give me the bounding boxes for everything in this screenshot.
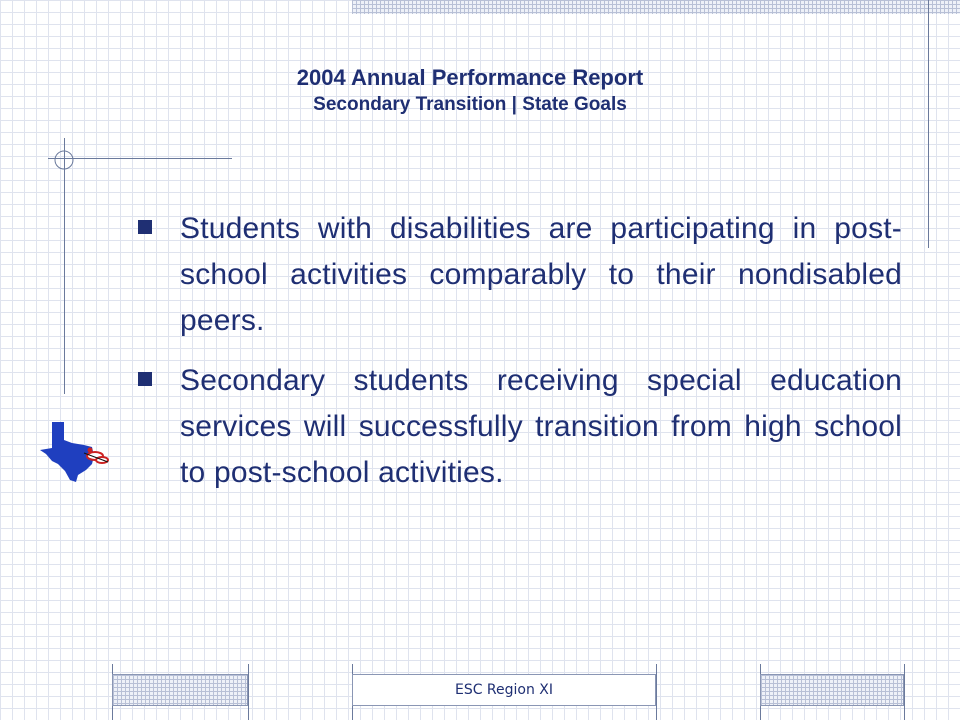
footer-right-box bbox=[760, 674, 904, 706]
footer-divider bbox=[248, 664, 249, 720]
bullet-list bbox=[138, 206, 902, 510]
right-frame-line bbox=[928, 0, 929, 248]
square-bullet-icon bbox=[138, 372, 152, 386]
slide-title: 2004 Annual Performance Report bbox=[296, 65, 644, 90]
footer-label: ESC Region XI bbox=[454, 682, 554, 698]
footer-left-box bbox=[112, 674, 248, 706]
top-hatch-bar bbox=[352, 0, 960, 14]
square-bullet-icon bbox=[138, 220, 152, 234]
footer-divider bbox=[656, 664, 657, 720]
bullet-item bbox=[138, 358, 902, 496]
footer-divider bbox=[904, 664, 905, 720]
bullet-item bbox=[138, 206, 902, 344]
slide-subtitle: Secondary Transition | State Goals bbox=[313, 94, 627, 115]
slide-title-block bbox=[150, 64, 790, 118]
footer-center-box bbox=[352, 674, 656, 706]
bullet-text: Secondary students receiving special education services will successfully transition from high school to post-school activities. bbox=[180, 364, 902, 489]
left-frame-line bbox=[64, 138, 65, 394]
corner-circle-icon bbox=[52, 148, 76, 172]
bullet-text: Students with disabilities are participating in post-school activities comparably to their nondisabled peers. bbox=[180, 212, 902, 337]
texas-map-icon bbox=[38, 420, 114, 484]
